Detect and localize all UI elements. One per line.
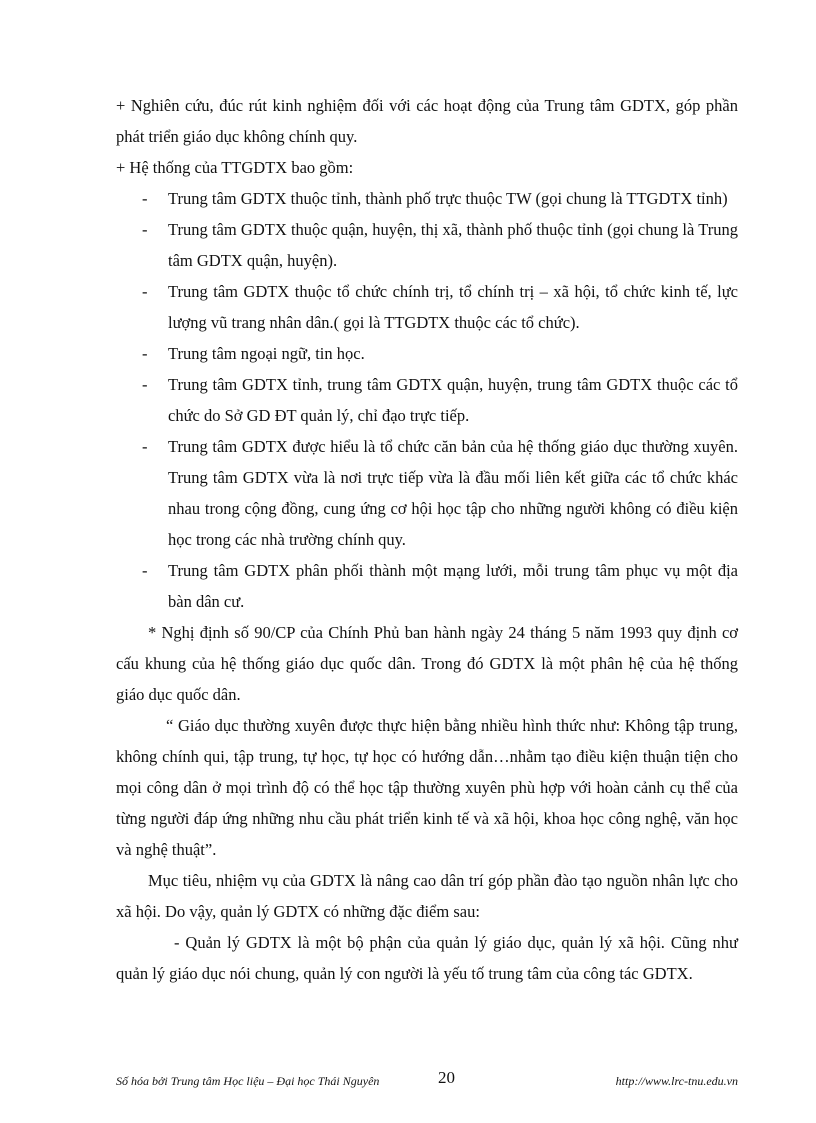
page-number: 20 [438, 1068, 455, 1087]
list-item-text: Trung tâm ngoại ngữ, tin học. [168, 344, 365, 363]
footer-source: Số hóa bởi Trung tâm Học liệu – Đại học Thái Nguyên [116, 1074, 380, 1088]
center-types-list [116, 183, 738, 617]
list-item [116, 276, 738, 338]
list-item-text: Trung tâm GDTX được hiểu là tổ chức căn bản của hệ thống giáo dục thường xuyên. Trung tâm GDTX vừa là nơi trực tiếp vừa là đầu mối liên kết giữa các tổ chức khác nhau trong cộng đồng, cung ứng cơ hội học tập cho những người không có điều kiện học trong các nhà trường chính quy. [168, 437, 738, 549]
research-paragraph: + Nghiên cứu, đúc rút kinh nghiệm đối với các hoạt động của Trung tâm GDTX, góp phần phát triển giáo dục không chính quy. [116, 96, 738, 146]
page-body [116, 90, 738, 989]
bullet-dash: - [142, 561, 148, 580]
list-item-text: Trung tâm GDTX phân phối thành một mạng lưới, mỗi trung tâm phục vụ một địa bàn dân cư. [168, 561, 738, 611]
list-item [116, 555, 738, 617]
bullet-dash: - [142, 375, 148, 394]
bullet-dash: - [142, 282, 148, 301]
list-item [116, 338, 738, 369]
bullet-dash: - [142, 344, 148, 363]
list-item-text: Trung tâm GDTX thuộc quận, huyện, thị xã, thành phố thuộc tỉnh (gọi chung là Trung tâm GDTX quận, huyện). [168, 220, 738, 270]
list-item [116, 431, 738, 555]
decree-paragraph: * Nghị định số 90/CP của Chính Phủ ban hành ngày 24 tháng 5 năm 1993 quy định cơ cấu khung của hệ thống giáo dục quốc dân. Trong đó GDTX là một phân hệ của hệ thống giáo dục quốc dân. [116, 623, 738, 704]
list-item-text: Trung tâm GDTX thuộc tỉnh, thành phố trực thuộc TW (gọi chung là TTGDTX tỉnh) [168, 189, 728, 208]
list-item [116, 369, 738, 431]
list-item-text: Trung tâm GDTX tỉnh, trung tâm GDTX quận, huyện, trung tâm GDTX thuộc các tổ chức do Sở GD ĐT quản lý, chỉ đạo trực tiếp. [168, 375, 738, 425]
system-heading: + Hệ thống của TTGDTX bao gồm: [116, 158, 354, 177]
objective-paragraph: Mục tiêu, nhiệm vụ của GDTX là nâng cao dân trí góp phần đào tạo nguồn nhân lực cho xã hội. Do vậy, quản lý GDTX có những đặc điểm sau: [116, 871, 738, 921]
list-item [116, 214, 738, 276]
management-paragraph: - Quản lý GDTX là một bộ phận của quản lý giáo dục, quản lý xã hội. Cũng như quản lý giáo dục nói chung, quản lý con người là yếu tố trung tâm của công tác GDTX. [116, 933, 738, 983]
bullet-dash: - [142, 220, 148, 239]
page-footer [116, 1062, 738, 1092]
footer-url: http://www.lrc-tnu.edu.vn [615, 1074, 738, 1088]
bullet-dash: - [142, 189, 148, 208]
list-item [116, 183, 738, 214]
bullet-dash: - [142, 437, 148, 456]
list-item-text: Trung tâm GDTX thuộc tổ chức chính trị, tổ chính trị – xã hội, tổ chức kinh tế, lực lượng vũ trang nhân dân.( gọi là TTGDTX thuộc các tổ chức). [168, 282, 738, 332]
quote-paragraph: “ Giáo dục thường xuyên được thực hiện bằng nhiều hình thức như: Không tập trung, không chính qui, tập trung, tự học, tự học có hướng dẫn…nhằm tạo điều kiện thuận tiện cho mọi công dân ở mọi trình độ có thể học tập thường xuyên phù hợp với hoàn cảnh cụ thể của từng người đáp ứng những nhu cầu phát triển kinh tế và xã hội, khoa học công nghệ, văn học và nghệ thuật”. [116, 716, 738, 859]
